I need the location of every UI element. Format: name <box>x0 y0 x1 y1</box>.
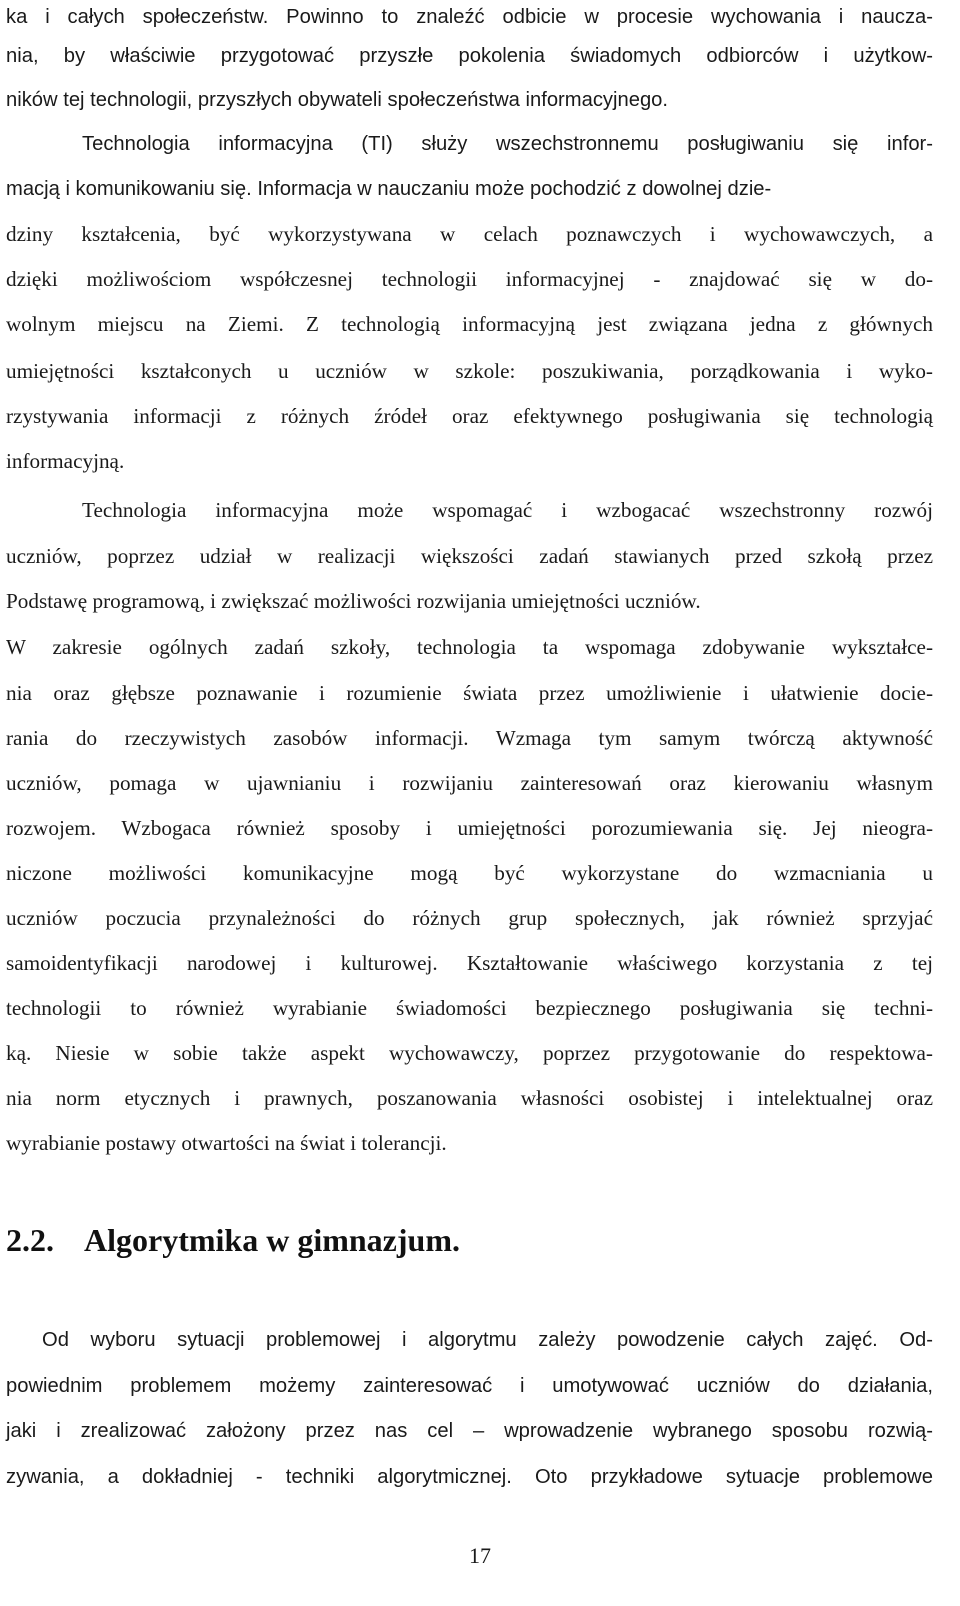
section-number: 2.2. <box>6 1222 54 1258</box>
text-line: ników tej technologii, przyszłych obywateli społeczeństwa informacyjnego. <box>6 89 669 111</box>
text-line: technologii to również wyrabianie świadomości bezpiecznego posługiwania się techni- <box>6 996 933 1020</box>
text-line: rozwojem. Wzbogaca również sposoby i umiejętności porozumiewania się. Jej nieogra- <box>6 816 933 840</box>
text-line: Technologia informacyjna (TI) służy wszechstronnemu posługiwaniu się infor- <box>82 133 933 155</box>
text-line: wolnym miejscu na Ziemi. Z technologią informacyjną jest związana jedna z głównych <box>6 312 933 336</box>
text-line: uczniów, pomaga w ujawnianiu i rozwijaniu zainteresowań oraz kierowaniu własnym <box>6 771 933 795</box>
text-line: W zakresie ogólnych zadań szkoły, technologia ta wspomaga zdobywanie wykształce- <box>6 635 933 659</box>
text-line: nia, by właściwie przygotować przyszłe pokolenia świadomych odbiorców i użytkow- <box>6 45 933 67</box>
text-line: samoidentyfikacji narodowej i kulturowej. Kształtowanie właściwego korzystania z tej <box>6 951 933 975</box>
text-line: macją i komunikowaniu się. Informacja w nauczaniu może pochodzić z dowolnej dzie- <box>6 178 772 200</box>
text-line: wyrabianie postawy otwartości na świat i tolerancji. <box>6 1131 447 1155</box>
section-heading <box>6 1217 460 1263</box>
text-line: uczniów, poprzez udział w realizacji większości zadań stawianych przed szkołą przez <box>6 544 933 568</box>
text-line: rzystywania informacji z różnych źródeł oraz efektywnego posługiwania się technologią <box>6 404 933 428</box>
text-line: niczone możliwości komunikacyjne mogą być wykorzystane do wzmacniania u <box>6 861 933 885</box>
text-line: zywania, a dokładniej - techniki algorytmicznej. Oto przykładowe sytuacje problemowe <box>6 1466 933 1488</box>
text-line: dzięki możliwościom współczesnej technologii informacyjnej - znajdować się w do- <box>6 267 933 291</box>
text-line: informacyjną. <box>6 449 125 473</box>
text-line: jaki i zrealizować założony przez nas cel – wprowadzenie wybranego sposobu rozwią- <box>6 1420 933 1442</box>
text-line: rania do rzeczywistych zasobów informacji. Wzmaga tym samym twórczą aktywność <box>6 726 933 750</box>
page-number: 17 <box>469 1543 491 1568</box>
text-line: uczniów poczucia przynależności do różnych grup społecznych, jak również sprzyjać <box>6 906 933 930</box>
section-title: Algorytmika w gimnazjum. <box>84 1222 460 1258</box>
text-line: powiednim problemem możemy zainteresować i umotywować uczniów do działania, <box>6 1375 933 1397</box>
text-line: ka i całych społeczeństw. Powinno to znaleźć odbicie w procesie wychowania i naucza- <box>6 6 933 28</box>
text-line: umiejętności kształconych u uczniów w szkole: poszukiwania, porządkowania i wyko- <box>6 359 933 383</box>
text-line: Technologia informacyjna może wspomagać i wzbogacać wszechstronny rozwój <box>82 498 933 522</box>
text-line: nia norm etycznych i prawnych, poszanowania własności osobistej i intelektualnej oraz <box>6 1086 933 1110</box>
text-line: Podstawę programową, i zwiększać możliwości rozwijania umiejętności uczniów. <box>6 589 701 613</box>
text-line: nia oraz głębsze poznawanie i rozumienie świata przez umożliwienie i ułatwienie docie- <box>6 681 933 705</box>
text-line: ką. Niesie w sobie także aspekt wychowawczy, poprzez przygotowanie do respektowa- <box>6 1041 933 1065</box>
text-line: dziny kształcenia, być wykorzystywana w celach poznawczych i wychowawczych, a <box>6 222 933 246</box>
text-line: Od wyboru sytuacji problemowej i algorytmu zależy powodzenie całych zajęć. Od- <box>42 1329 933 1351</box>
